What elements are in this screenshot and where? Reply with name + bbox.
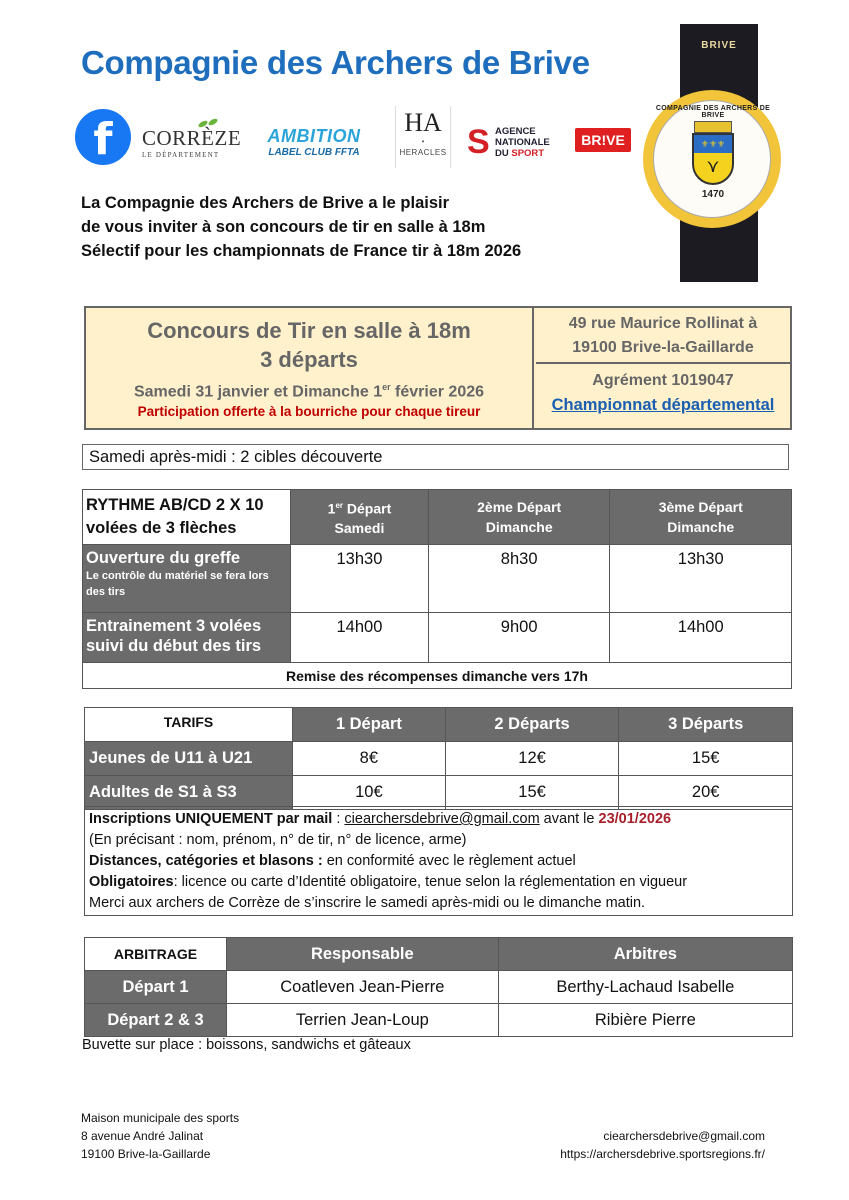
event-dates-sup: er xyxy=(382,382,391,392)
club-badge-inner xyxy=(653,100,771,218)
crown-icon xyxy=(694,121,732,133)
intro-line1: La Compagnie des Archers de Brive a le plaisir xyxy=(81,194,450,212)
schedule-col-header xyxy=(610,490,792,545)
table-cell: 14h00 xyxy=(291,613,429,663)
club-badge-year: 1470 xyxy=(701,189,725,200)
address-line1: 49 rue Maurice Rollinat à xyxy=(568,315,758,332)
table-cell: 13h30 xyxy=(291,545,429,613)
table-row xyxy=(85,776,793,810)
tarifs-col-header: 3 Départs xyxy=(619,708,793,742)
ans-s-icon: S xyxy=(467,123,490,161)
heracles-logo xyxy=(395,106,451,168)
col1-line1b: Départ xyxy=(343,500,392,517)
obligatoires-text: : licence ou carte d’Identité obligatoire, tenue selon la réglementation en vigueur xyxy=(173,874,688,890)
table-row xyxy=(85,1004,793,1037)
footer-address-line3: 19100 Brive-la-Gaillarde xyxy=(81,1147,211,1161)
table-cell: 10€ xyxy=(293,776,446,810)
club-badge xyxy=(643,90,781,228)
partner-logos xyxy=(72,106,642,170)
brive-city-logo: BR!VE xyxy=(575,128,631,152)
agrement-number: Agrément 1019047 xyxy=(592,372,734,389)
ans-sport: SPORT xyxy=(511,148,545,159)
registration-sep: : xyxy=(332,811,345,827)
correze-name: CORRÈZE xyxy=(142,126,242,150)
event-summary xyxy=(86,308,534,428)
registration-details: (En précisant : nom, prénom, n° de tir, n° de licence, arme) xyxy=(89,832,467,848)
intro-line3: Sélectif pour les championnats de France tir à 18m 2026 xyxy=(81,242,522,260)
row-label: Ouverture du greffe xyxy=(86,549,241,567)
table-row xyxy=(85,971,793,1004)
club-badge-arc-text: COMPAGNIE DES ARCHERS DE BRIVE xyxy=(655,105,771,119)
row-header: Départ 1 xyxy=(85,971,227,1004)
ans-logo xyxy=(467,124,567,164)
correze-note: Merci aux archers de Corrèze de s’inscrire le samedi après-midi ou le dimanche matin. xyxy=(89,895,646,911)
coat-of-arms-icon xyxy=(692,133,734,185)
row-header xyxy=(83,545,291,613)
registration-info xyxy=(84,806,793,916)
table-cell: 12€ xyxy=(445,742,619,776)
row-header: Entrainement 3 volées suivi du début des tirs xyxy=(83,613,291,663)
ans-text xyxy=(495,126,550,159)
participation-note: Participation offerte à la bourriche pour chaque tireur xyxy=(137,404,481,420)
table-cell: Coatleven Jean-Pierre xyxy=(227,971,499,1004)
registration-line xyxy=(89,809,792,830)
arbitrage-col-header: Arbitres xyxy=(498,938,792,971)
col3-line2: Dimanche xyxy=(667,519,735,535)
table-cell: 14h00 xyxy=(610,613,792,663)
table-cell: Berthy-Lachaud Isabelle xyxy=(498,971,792,1004)
heracles-name: HERACLES xyxy=(399,148,447,157)
footer-website-link[interactable]: https://archersdebrive.sportsregions.fr/ xyxy=(560,1147,765,1161)
schedule-col-header xyxy=(428,490,610,545)
registration-label: Inscriptions UNIQUEMENT par mail xyxy=(89,811,333,827)
event-dates xyxy=(86,376,532,403)
col2-line2: Dimanche xyxy=(485,519,553,535)
table-row xyxy=(83,613,792,663)
table-cell: Ribière Pierre xyxy=(498,1004,792,1037)
table-row xyxy=(83,545,792,613)
ambition-logo xyxy=(248,126,380,158)
correze-subtitle: LE DÉPARTEMENT xyxy=(142,151,220,159)
distances-label: Distances, catégories et blasons : xyxy=(89,853,323,869)
championship-link[interactable]: Championnat départemental xyxy=(551,396,775,414)
footer-address-line1: Maison municipale des sports xyxy=(81,1111,240,1125)
row-header: Jeunes de U11 à U21 xyxy=(85,742,293,776)
footer-email-link[interactable]: ciearchersdebrive@gmail.com xyxy=(603,1129,765,1143)
correze-logo xyxy=(142,126,242,159)
heracles-dot: • xyxy=(421,137,425,146)
distances-text: en conformité avec le règlement actuel xyxy=(322,853,576,869)
awards-note: Remise des récompenses dimanche vers 17h xyxy=(83,663,792,689)
schedule-table xyxy=(82,489,792,689)
heracles-mark: HA xyxy=(404,108,442,137)
arbitrage-corner: ARBITRAGE xyxy=(85,938,227,971)
ans-du: DU xyxy=(495,148,512,159)
distances-line xyxy=(89,851,792,872)
event-address xyxy=(536,308,790,364)
schedule-col-header xyxy=(291,490,429,545)
intro-line2: de vous inviter à son concours de tir en salle à 18m xyxy=(81,218,486,236)
tarifs-col-header: 2 Départs xyxy=(445,708,619,742)
registration-deadline: 23/01/2026 xyxy=(598,811,672,827)
registration-before: avant le xyxy=(539,811,599,827)
fleur-de-lis-icon: ⚜⚜⚜ xyxy=(694,135,732,153)
table-cell: 15€ xyxy=(445,776,619,810)
table-cell: 8h30 xyxy=(428,545,610,613)
ans-line2: NATIONALE xyxy=(495,137,550,148)
footer-address xyxy=(81,1109,239,1163)
arbitrage-col-header: Responsable xyxy=(227,938,499,971)
table-cell: 13h30 xyxy=(610,545,792,613)
footer-contact xyxy=(560,1127,765,1163)
col1-line1: 1 xyxy=(327,500,336,517)
table-row xyxy=(85,742,793,776)
ans-line1: AGENCE xyxy=(495,126,536,137)
facebook-glyph: f xyxy=(93,114,113,165)
col3-line1: 3ème Départ xyxy=(658,499,743,515)
ans-line3 xyxy=(495,148,550,159)
address-line2: 19100 Brive-la-Gaillarde xyxy=(572,339,754,356)
tarifs-col-header: 1 Départ xyxy=(293,708,446,742)
event-dates-part1: Samedi 31 janvier et Dimanche 1 xyxy=(133,383,383,401)
intro-text xyxy=(81,191,521,263)
event-info-box xyxy=(84,306,792,430)
obligatoires-line xyxy=(89,872,792,893)
col2-line1: 2ème Départ xyxy=(477,499,562,515)
col1-line2: Samedi xyxy=(334,520,385,537)
arbitrage-table xyxy=(84,937,793,1037)
obligatoires-label: Obligatoires xyxy=(89,874,174,890)
buvette-note: Buvette sur place : boissons, sandwichs et gâteaux xyxy=(82,1037,411,1053)
horns-icon: ⋎ xyxy=(706,156,720,176)
tarifs-corner: TARIFS xyxy=(85,708,293,742)
discovery-note: Samedi après-midi : 2 cibles découverte xyxy=(82,444,789,470)
row-note: Le contrôle du matériel se fera lors des tirs xyxy=(86,570,269,598)
facebook-icon[interactable] xyxy=(75,109,131,165)
banner-brive-text: BRIVE xyxy=(701,40,737,51)
col1-sup: er xyxy=(335,500,343,510)
table-cell: Terrien Jean-Loup xyxy=(227,1004,499,1037)
tarifs-table xyxy=(84,707,793,810)
table-cell: 20€ xyxy=(619,776,793,810)
event-departs: 3 départs xyxy=(260,347,358,372)
row-header: Départ 2 & 3 xyxy=(85,1004,227,1037)
page-title: Compagnie des Archers de Brive xyxy=(81,44,590,81)
event-location xyxy=(536,308,790,428)
event-title: Concours de Tir en salle à 18m xyxy=(147,318,471,343)
event-agrement xyxy=(536,364,790,417)
table-cell: 8€ xyxy=(293,742,446,776)
ambition-subtitle: LABEL CLUB FFTA xyxy=(268,147,360,158)
ambition-title: AMBITION xyxy=(267,126,361,146)
table-cell: 15€ xyxy=(619,742,793,776)
footer-address-line2: 8 avenue André Jalinat xyxy=(81,1129,204,1143)
table-cell: 9h00 xyxy=(428,613,610,663)
registration-email-link[interactable]: ciearchersdebrive@gmail.com xyxy=(344,811,540,827)
row-header: Adultes de S1 à S3 xyxy=(85,776,293,810)
leaf-icon xyxy=(197,118,219,128)
schedule-corner: RYTHME AB/CD 2 X 10 volées de 3 flèches xyxy=(83,490,291,545)
event-dates-part2: février 2026 xyxy=(390,383,485,401)
